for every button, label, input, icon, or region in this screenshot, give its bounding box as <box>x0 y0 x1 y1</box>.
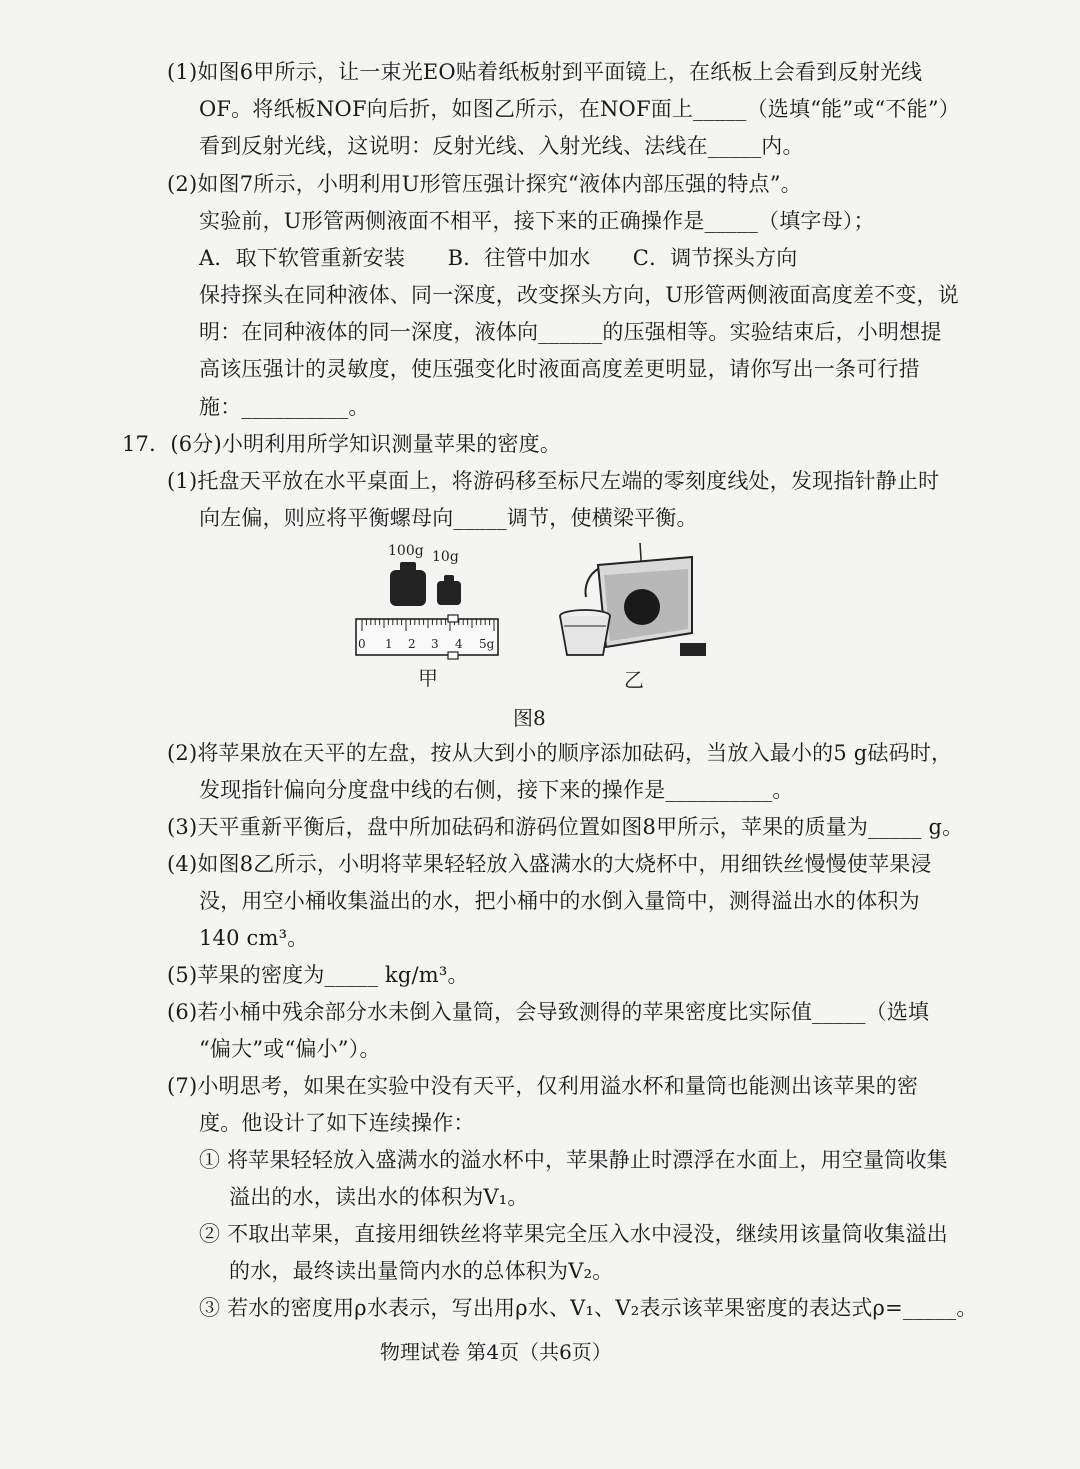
weight-10g-icon <box>437 575 461 605</box>
q17-6-line-1: (6)若小桶中残余部分水未倒入量筒，会导致测得的苹果密度比实际值_____（选填 <box>167 1000 930 1024</box>
scale-tick-3: 3 <box>431 637 439 651</box>
weight-100g-icon <box>390 562 426 606</box>
q17-6-line-2: “偏大”或“偏小”）。 <box>199 1037 381 1061</box>
figure-label-yi: 乙 <box>624 668 644 692</box>
q16-2-line-4: 明：在同种液体的同一深度，液体向______的压强相等。实验结束后，小明想提 <box>199 320 942 344</box>
scale-tick-2: 2 <box>408 637 416 651</box>
q17-1-line-1: (1)托盘天平放在水平桌面上，将游码移至标尺左端的零刻度线处，发现指针静止时 <box>167 469 940 493</box>
q17-7-step2-line-2: 的水，最终读出量筒内水的总体积为V₂。 <box>229 1259 614 1283</box>
q16-1-line-1: (1)如图6甲所示，让一束光EO贴着纸板射到平面镜上，在纸板上会看到反射光线 <box>167 60 923 84</box>
scale-tick-1: 1 <box>385 637 393 651</box>
q17-7-step2-line-1: ② 不取出苹果，直接用细铁丝将苹果完全压入水中浸没，继续用该量筒收集溢出 <box>199 1222 948 1246</box>
q17-7-line-2: 度。他设计了如下连续操作： <box>199 1111 475 1135</box>
q17-4-line-2: 没，用空小桶收集溢出的水，把小桶中的水倒入量筒中，测得溢出水的体积为 <box>199 889 920 913</box>
q17-7-step1-line-2: 溢出的水，读出水的体积为V₁。 <box>229 1185 529 1209</box>
rider-top <box>448 615 458 622</box>
figure-caption: 图8 <box>513 706 546 730</box>
rider-bottom <box>448 652 458 659</box>
scale-tick-0: 0 <box>358 637 366 651</box>
q17-1-line-2: 向左偏，则应将平衡螺母向_____调节，使横梁平衡。 <box>199 506 698 530</box>
q17-7-step1-line-1: ① 将苹果轻轻放入盛满水的溢水杯中，苹果静止时漂浮在水面上，用空量筒收集 <box>199 1148 948 1172</box>
q17-5-line: (5)苹果的密度为_____ kg/m³。 <box>167 963 469 987</box>
q16-1-line-3: 看到反射光线，这说明：反射光线、入射光线、法线在_____内。 <box>199 134 804 158</box>
q17-2-line-1: (2)将苹果放在天平的左盘，按从大到小的顺序添加砝码，当放入最小的5 g砝码时， <box>167 741 953 765</box>
q16-1-line-2: OF。将纸板NOF向后折，如图乙所示，在NOF面上_____（选填“能”或“不能”） <box>199 97 960 121</box>
q16-2-line-5: 高该压强计的灵敏度，使压强变化时液面高度差更明显，请你写出一条可行措 <box>199 357 920 381</box>
q17-heading: 17．(6分)小明利用所学知识测量苹果的密度。 <box>122 432 562 456</box>
weight-10g-label: 10g <box>432 549 459 565</box>
page-footer: 物理试卷 第4页（共6页） <box>380 1340 612 1364</box>
q17-7-line-1: (7)小明思考，如果在实验中没有天平，仅利用溢水杯和量筒也能测出该苹果的密 <box>167 1074 919 1098</box>
q17-3-line: (3)天平重新平衡后，盘中所加砝码和游码位置如图8甲所示，苹果的质量为_____ g。 <box>167 815 964 839</box>
q17-7-step3-line: ③ 若水的密度用ρ水表示，写出用ρ水、V₁、V₂表示该苹果密度的表达式ρ=_____。 <box>199 1296 978 1320</box>
q17-2-line-2: 发现指针偏向分度盘中线的右侧，接下来的操作是__________。 <box>199 778 794 802</box>
q16-2-options: A．取下软管重新安装 B．往管中加水 C．调节探头方向 <box>199 246 798 270</box>
q16-2-line-1: (2)如图7所示，小明利用U形管压强计探究“液体内部压强的特点”。 <box>167 172 802 196</box>
weight-100g-label: 100g <box>388 543 424 559</box>
scale-tick-4: 4 <box>455 637 463 651</box>
q17-4-line-3: 140 cm³。 <box>199 926 309 950</box>
scale-ruler <box>356 615 498 659</box>
figure-8 <box>340 535 730 695</box>
q17-4-line-1: (4)如图8乙所示，小明将苹果轻轻放入盛满水的大烧杯中，用细铁丝慢慢使苹果浸 <box>167 852 932 876</box>
figure-label-jia: 甲 <box>418 666 438 690</box>
scale-tick-5: 5g <box>479 637 495 651</box>
bucket-icon <box>560 610 610 655</box>
q16-2-line-6: 施：__________。 <box>199 395 370 419</box>
q16-2-line-3: 保持探头在同种液体、同一深度，改变探头方向，U形管两侧液面高度差不变，说 <box>199 283 959 307</box>
q16-2-line-2: 实验前，U形管两侧液面不相平，接下来的正确操作是_____（填字母）； <box>199 209 875 233</box>
